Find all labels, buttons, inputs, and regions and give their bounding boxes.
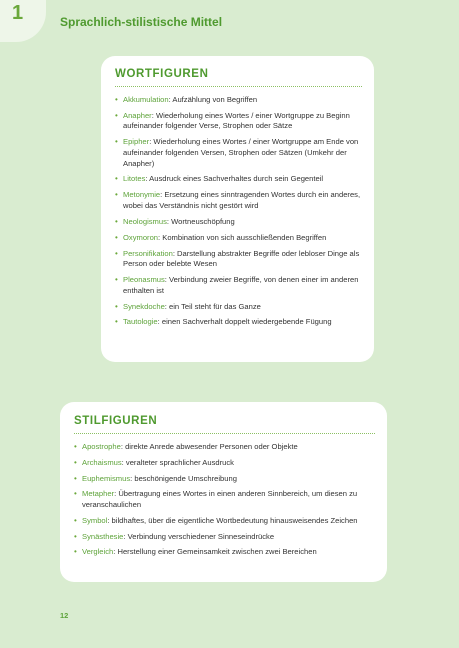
wortfiguren-title: WORTFIGUREN — [115, 68, 362, 87]
list-item — [115, 111, 362, 132]
stilfiguren-title: STILFIGUREN — [74, 415, 375, 434]
list-item — [115, 217, 362, 228]
definition: : Wiederholung eines Wortes / einer Wortgruppe zu Beginn aufeinander folgender Verse, Strophen oder Sätze — [123, 110, 350, 131]
term: Apostrophe — [82, 442, 121, 451]
definition: : veralteter sprachlicher Ausdruck — [121, 457, 234, 467]
list-item — [115, 302, 362, 313]
definition: : bildhaftes, über die eigentliche Wortbedeutung hinausweisendes Zeichen — [107, 515, 358, 525]
term: Neologismus — [123, 216, 167, 226]
term: Archaismus — [82, 457, 122, 467]
term: Personifikation — [123, 248, 173, 258]
definition: : Herstellung einer Gemeinsamkeit zwischen zwei Bereichen — [113, 547, 317, 557]
term: Epipher — [123, 137, 150, 147]
list-item — [115, 137, 362, 169]
definition: : Ausdruck eines Sachverhaltes durch sein Gegenteil — [145, 174, 324, 184]
definition: : Darstellung abstrakter Begriffe oder lebloser Dinge als Person oder belebte Wesen — [123, 248, 360, 269]
list-item — [115, 174, 362, 185]
term: Tautologie — [123, 317, 158, 327]
definition: : direkte Anrede abwesender Personen oder Objekte — [120, 442, 298, 451]
definition: : Verbindung verschiedener Sinneseindrücke — [123, 531, 275, 541]
list-item — [74, 532, 375, 543]
list-item — [74, 516, 375, 527]
definition: : Übertragung eines Wortes in einen anderen Sinnbereich, um diesen zu veranschaulichen — [82, 489, 358, 509]
wortfiguren-card — [101, 56, 374, 362]
list-item — [115, 95, 362, 106]
list-item — [74, 442, 375, 453]
list-item — [115, 233, 362, 244]
definition: : Wortneuschöpfung — [166, 216, 235, 226]
definition: : einen Sachverhalt doppelt wiedergebende Fügung — [157, 317, 332, 327]
term: Metonymie — [123, 190, 161, 200]
list-item — [115, 275, 362, 296]
list-item — [74, 489, 375, 510]
definition: : Verbindung zweier Begriffe, von denen einer im anderen enthalten ist — [123, 275, 359, 295]
definition: : ein Teil steht für das Ganze — [164, 301, 261, 311]
term: Anapher — [123, 110, 152, 120]
chapter-title: Sprachlich-stilistische Mittel — [60, 15, 223, 29]
term: Akkumulation — [123, 95, 169, 104]
term: Litotes — [123, 174, 146, 184]
stilfiguren-card — [60, 402, 387, 582]
wortfiguren-list — [115, 95, 362, 328]
list-item — [74, 458, 375, 469]
term: Metapher — [82, 489, 115, 499]
definition: : Kombination von sich ausschließenden Begriffen — [158, 232, 327, 242]
list-item — [115, 317, 362, 328]
term: Synekdoche — [123, 301, 165, 311]
definition: : Wiederholung eines Wortes / einer Wortgruppe am Ende von aufeinander folgenden Versen, Strophen oder Sätzen (Umkehr der Anapher) — [123, 137, 359, 168]
stilfiguren-list — [74, 442, 375, 558]
list-item — [115, 190, 362, 211]
term: Vergleich — [82, 547, 114, 557]
chapter-number: 1 — [12, 2, 24, 24]
definition: : beschönigende Umschreibung — [130, 473, 237, 483]
list-item — [74, 547, 375, 558]
term: Pleonasmus — [123, 275, 165, 285]
definition: : Aufzählung von Begriffen — [168, 95, 258, 104]
term: Euphemismus — [82, 473, 131, 483]
definition: : Ersetzung eines sinntragenden Wortes durch ein anderes, wobei das Verständnis nicht gestört wird — [123, 190, 361, 210]
list-item — [115, 249, 362, 270]
term: Symbol — [82, 515, 108, 525]
list-item — [74, 474, 375, 485]
page-number: 12 — [60, 611, 69, 620]
term: Oxymoron — [123, 232, 159, 242]
term: Synästhesie — [82, 531, 124, 541]
